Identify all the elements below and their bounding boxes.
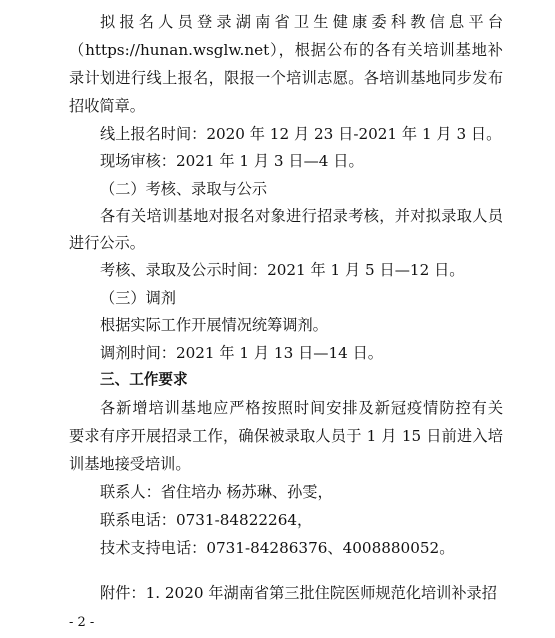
onsite-review-time: 现场审核：2021 年 1 月 3 日—4 日。 [100,152,364,170]
contact-person: 联系人：省住培办 杨苏琳、孙雯， [100,483,333,501]
paragraph-line-15: 各新增培训基地应严格按照时间安排及新冠疫情防控有关 [100,399,503,417]
section-heading-3: （三）调剂 [100,289,176,307]
paragraph-line-9: 进行公示。 [69,234,145,252]
registration-time: 线上报名时间：2020 年 12 月 23 日-2021 年 1 月 3 日。 [100,125,502,143]
paragraph-line-16: 要求有序开展招录工作，确保被录取人员于 1 月 15 日前进入培 [69,427,503,445]
section-heading-work-requirements: 三、工作要求 [100,371,188,388]
paragraph-line-17: 训基地接受培训。 [69,455,191,473]
paragraph-line-1: 拟报名人员登录湖南省卫生健康委科教信息平台 [100,13,503,31]
section-heading-2: （二）考核、录取与公示 [100,180,268,198]
tech-support-phone: 技术支持电话：0731-84286376、4008880052。 [100,539,455,557]
page-number: - 2 - [69,615,95,630]
contact-phone: 联系电话：0731-84822264， [100,511,313,529]
paragraph-line-4: 招收简章。 [69,97,145,115]
exam-publicity-time: 考核、录取及公示时间：2021 年 1 月 5 日—12 日。 [100,261,465,279]
paragraph-line-2: （https://hunan.wsglw.net），根据公布的各有关培训基地补 [69,41,503,59]
attachment-line: 附件：1. 2020 年湖南省第三批住院医师规范化培训补录招 [100,584,497,602]
paragraph-line-8: 各有关培训基地对报名对象进行招录考核，并对拟录取人员 [100,207,503,225]
paragraph-line-3: 录计划进行线上报名，限报一个培训志愿。各培训基地同步发布 [69,69,503,87]
paragraph-line-12: 根据实际工作开展情况统筹调剂。 [100,316,328,334]
adjustment-time: 调剂时间：2021 年 1 月 13 日—14 日。 [100,344,383,362]
